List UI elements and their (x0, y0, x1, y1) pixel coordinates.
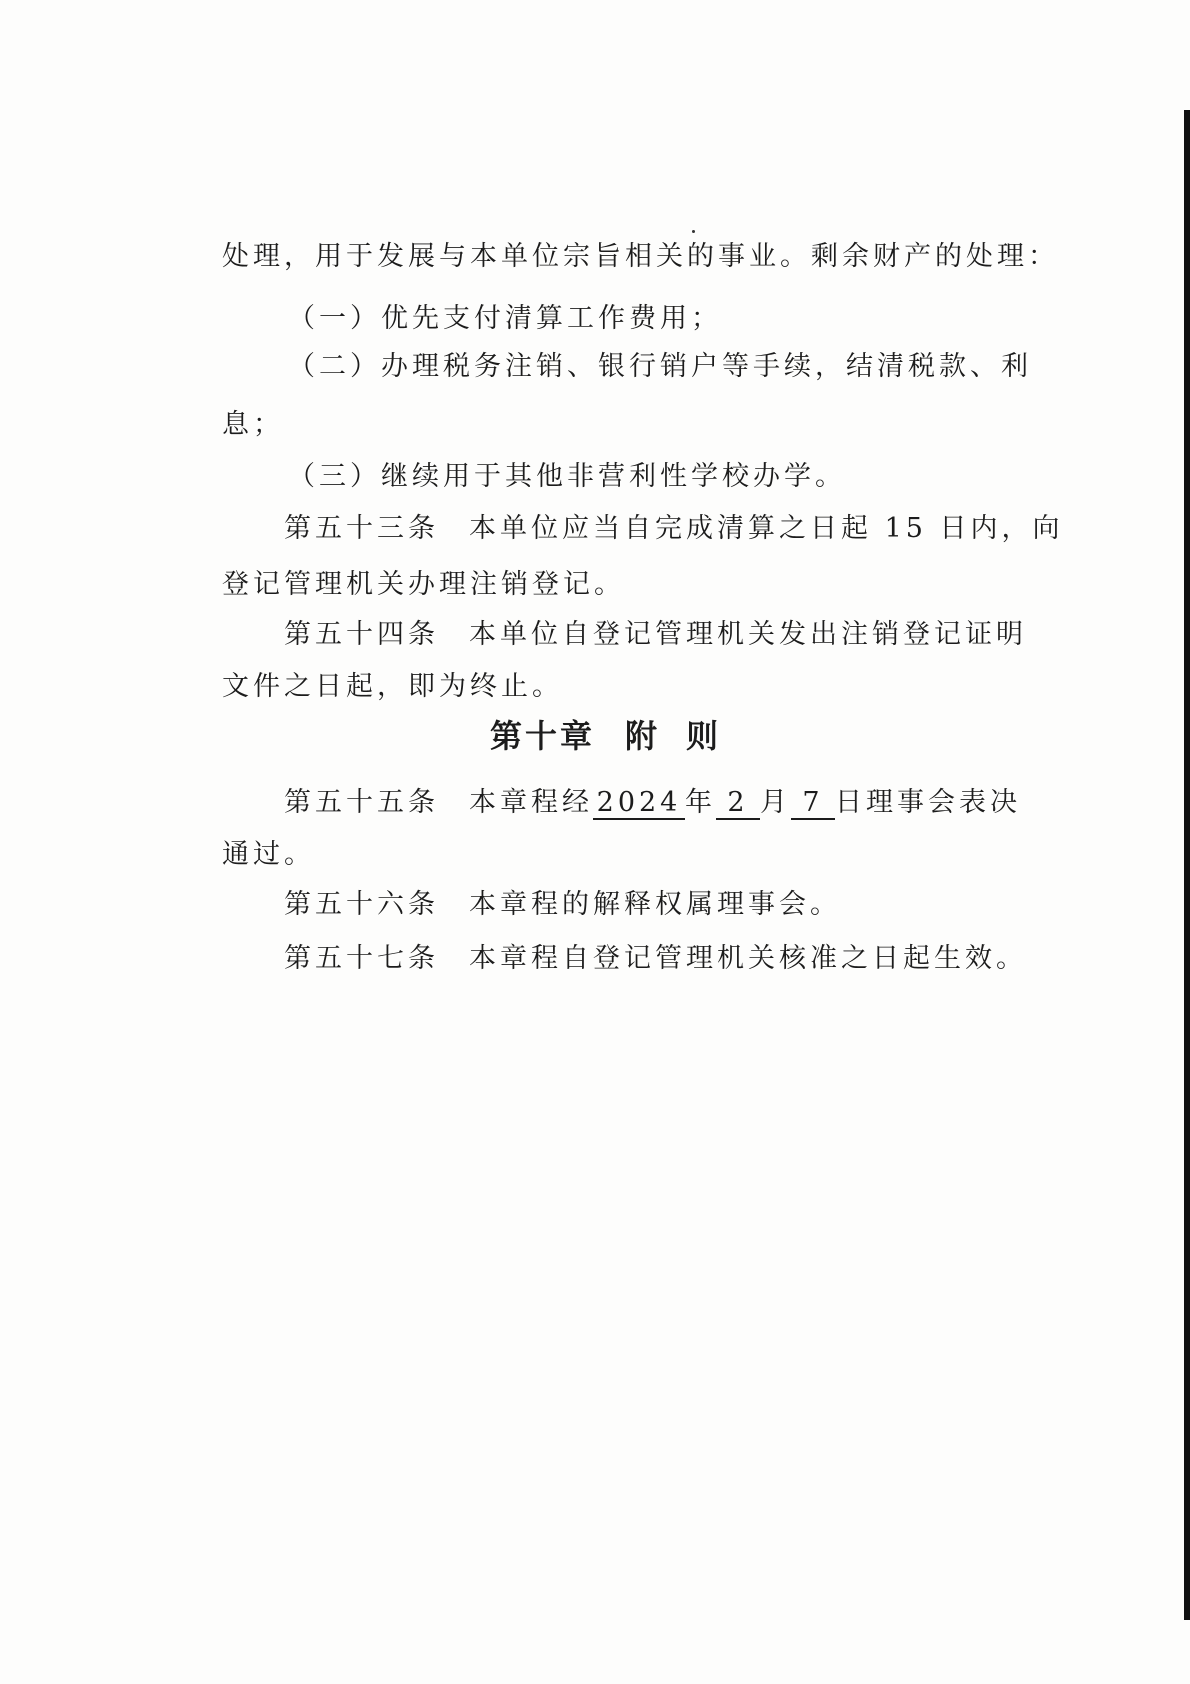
article-54-line-2: 文件之日起，即为终止。 (222, 671, 563, 702)
article-54-line-1 (284, 618, 1027, 652)
date-month-blank: 2 (716, 788, 760, 820)
article-54-number: 第五十四条 (284, 619, 439, 650)
article-57-line (284, 942, 1027, 976)
scan-speck (692, 230, 695, 233)
article-55-prefix: 本章程经 (469, 787, 593, 818)
article-53-number: 第五十三条 (284, 513, 439, 544)
scan-edge-shadow (1184, 110, 1190, 1620)
list-item-2: （二）办理税务注销、银行销户等手续，结清税款、利 (288, 351, 1032, 382)
list-item-3: （三）继续用于其他非营利性学校办学。 (288, 461, 846, 492)
article-53-text: 本单位应当自完成清算之日起 15 日内，向 (469, 513, 1064, 544)
text-line-1: 处理，用于发展与本单位宗旨相关的事业。剩余财产的处理： (222, 241, 1059, 272)
article-56-text: 本章程的解释权属理事会。 (469, 889, 841, 920)
list-item-2-continued: 息； (222, 409, 284, 440)
chapter-heading (490, 716, 721, 756)
date-day-blank: 7 (791, 788, 835, 820)
date-year-blank: 2024 (593, 788, 685, 820)
article-55-number: 第五十五条 (284, 787, 439, 818)
article-54-text: 本单位自登记管理机关发出注销登记证明 (469, 619, 1027, 650)
article-56-number: 第五十六条 (284, 889, 439, 920)
article-57-text: 本章程自登记管理机关核准之日起生效。 (469, 943, 1027, 974)
article-56-line (284, 888, 841, 922)
article-57-number: 第五十七条 (284, 943, 439, 974)
article-55-suffix: 日理事会表决 (835, 787, 1021, 818)
article-53-line-1 (284, 512, 1064, 546)
date-month-unit: 月 (760, 787, 791, 818)
chapter-title-first: 附 (625, 717, 661, 755)
date-year-unit: 年 (685, 787, 716, 818)
article-55-line-2: 通过。 (222, 839, 315, 870)
chapter-title-second: 则 (686, 717, 722, 755)
chapter-number: 第十章 (490, 717, 596, 755)
list-item-1: （一）优先支付清算工作费用； (288, 303, 722, 334)
article-53-line-2: 登记管理机关办理注销登记。 (222, 569, 625, 600)
article-55-line-1 (284, 786, 1021, 820)
